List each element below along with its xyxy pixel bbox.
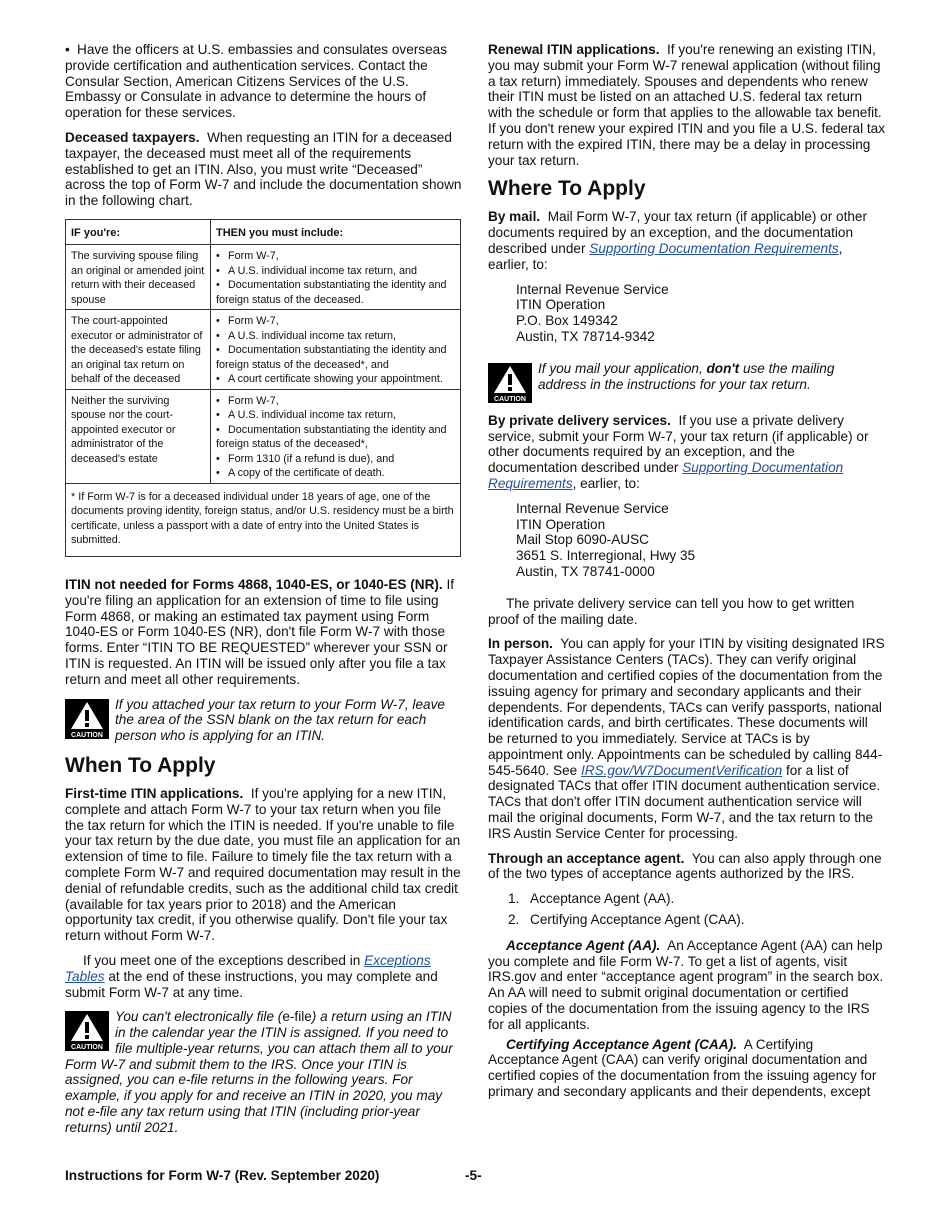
bullet-embassy: • Have the officers at U.S. embassies and consulates overseas provide certification and authentication services. Contact the Consular Section, American Citizens Services of the U.S. Embassy or Consulate in advance to determine the hours of operation for these services.	[65, 42, 463, 121]
mail-address: Internal Revenue Service ITIN Operation P.O. Box 149342 Austin, TX 78714-9342	[516, 281, 669, 344]
chart-footnote-row	[66, 483, 461, 556]
svg-text:CAUTION: CAUTION	[71, 1044, 103, 1052]
caa-paragraph: Certifying Acceptance Agent (CAA). A Certifying Acceptance Agent (CAA) can verify original documentation and certified copies of the documentation from the issuing agency for primary and secondary applicants and their dependents, except	[488, 1036, 877, 1100]
deceased-lead: Deceased taxpayers.	[65, 129, 200, 145]
itin-not-needed-paragraph: ITIN not needed for Forms 4868, 1040-ES, or 1040-ES (NR). If you're filing an application for an extension of time to file using Form 4868, or making an estimated tax payment using Form 1040-ES or Form 1040-ES (NR), don't file Form W-7 with those forms. Enter “ITIN TO BE REQUESTED” wherever your SSN or ITIN is requested. An ITIN will be issued only after you file a tax return and meet all other requirements.	[65, 576, 455, 687]
chart-footnote: * If Form W-7 is for a deceased individual under 18 years of age, one of the documents proving identity, foreign status, and/or U.S. residency must be a birth certificate, unless a passport with a date of entry into the United States is submitted.	[66, 483, 461, 556]
chart-then-cell: • Form W-7, • A U.S. individual income tax return, • Documentation substantiating the identity and foreign status of the deceased*, • Form 1310 (if a refund is due), and • A copy of the certificate of death.	[211, 389, 461, 483]
chart-if-cell: Neither the surviving spouse nor the court-appointed executor or administrator of the deceased's estate	[66, 389, 211, 483]
chart-if-cell: The court-appointed executor or administrator of the deceased's estate filing an original tax return on behalf of the deceased	[66, 310, 211, 390]
caution-text: If you mail your application, don't use the mailing address in the instructions for your tax return.	[538, 360, 835, 392]
page-number: -5-	[465, 1168, 482, 1183]
chart-row	[66, 245, 461, 310]
chart-then-cell: • Form W-7, • A U.S. individual income tax return, • Documentation substantiating the identity and foreign status of the deceased*, and • A court certificate showing your appointment.	[211, 310, 461, 390]
chart-row	[66, 310, 461, 390]
acceptance-agent-paragraph: Through an acceptance agent. You can also apply through one of the two types of acceptance agents authorized by the IRS.	[488, 850, 882, 882]
private-delivery-paragraph: By private delivery services. If you use a private delivery service, submit your Form W-7, your tax return (if applicable) or other documents required by an exception, and the documentation described under Supporting Documentation Requirements, earlier, to:	[488, 412, 869, 491]
caution-icon	[488, 363, 532, 403]
when-to-apply-heading: When To Apply	[65, 753, 216, 777]
list-item: 1. Acceptance Agent (AA).	[508, 891, 675, 907]
caution-text: If you attached your tax return to your Form W-7, leave the area of the SSN blank on the tax return for each person who is applying for an ITIN.	[115, 696, 445, 744]
chart-if-cell: The surviving spouse filing an original or amended joint return with their deceased spouse	[66, 245, 211, 310]
exceptions-tables-link[interactable]: Exceptions Tables	[65, 952, 431, 984]
bullet-icon	[65, 42, 77, 57]
caution-icon	[65, 1011, 109, 1051]
private-proof-paragraph: The private delivery service can tell you how to get written proof of the mailing date.	[488, 595, 855, 627]
irs-document-verification-link[interactable]: IRS.gov/W7DocumentVerification	[580, 762, 783, 778]
right-column	[488, 42, 886, 1109]
svg-text:CAUTION: CAUTION	[494, 395, 526, 403]
caution-note	[65, 697, 463, 744]
footer-title: Instructions for Form W-7 (Rev. September 2020)	[65, 1168, 380, 1183]
list-item: 2. Certifying Acceptance Agent (CAA).	[508, 912, 745, 928]
agent-list	[488, 891, 886, 928]
renewal-paragraph: Renewal ITIN applications. If you're renewing an existing ITIN, you may submit your Form W-7 renewal application (without filing a tax return) immediately. Spouses and dependents who renew their ITIN must be listed on an attached U.S. federal tax return with the schedule or form that applies to the allowable tax benefit. If you don't renew your expired ITIN and you file a U.S. federal tax return with the expired ITIN, there may be a delay in processing your tax return.	[488, 42, 886, 168]
page-footer	[65, 1168, 885, 1183]
first-time-paragraph: First-time ITIN applications. If you're applying for a new ITIN, complete and attach Form W-7 to your tax return when you file the tax return for which the ITIN is needed. If you're unable to file your tax return by the due date, you must file an application for an extension of time to file. Failure to timely file the tax return with a complete Form W-7 and required documentation may result in the denial of refundable credits, such as the additional child tax credit (available for tax years prior to 2018) and the American opportunity tax credit, if you otherwise qualify. Don't file your tax return without Form W-7.	[65, 785, 461, 944]
exceptions-paragraph: If you meet one of the exceptions described in Exceptions Tables at the end of these instructions, you may complete and submit Form W-7 at any time.	[65, 952, 438, 1000]
caution-icon	[65, 699, 109, 739]
caution-text: You can't electronically file (e-file) a return using an ITIN in the calendar year the ITIN is assigned. If you need to file multiple-year returns, you can attach them all to your Form W-7 and submit them to the IRS. Once your ITIN is assigned, you can e-file returns in the following years. For example, if you apply for and receive an ITIN in 2020, you may not e-file any tax return using that ITIN (including prior-year returns) until 2021.	[65, 1009, 453, 1135]
aa-paragraph: Acceptance Agent (AA). An Acceptance Agent (AA) can help you complete and file Form W-7. To get a list of agents, visit IRS.gov and enter “acceptance agent program” in the search box. An AA will need to submit original documentation or certified copies of the documentation from the issuing agency to the IRS for all applicants.	[488, 937, 884, 1032]
left-column	[65, 42, 463, 1146]
svg-text:CAUTION: CAUTION	[71, 731, 103, 739]
where-to-apply-heading: Where To Apply	[488, 177, 646, 201]
supporting-documentation-link[interactable]: Supporting Documentation Requirements	[589, 240, 839, 256]
caution-note	[65, 1009, 463, 1135]
chart-header-if: IF you're:	[66, 219, 211, 245]
by-mail-paragraph: By mail. Mail Form W-7, your tax return (if applicable) or other documents required by an exception, and the documentation described under Supporting Documentation Requirements, earlier, to:	[488, 209, 868, 272]
supporting-documentation-link[interactable]: Supporting Documentation Requirements	[488, 460, 844, 491]
deceased-paragraph: Deceased taxpayers. When requesting an ITIN for a deceased taxpayer, the deceased must meet all of the requirements established to get an ITIN. Also, you must write “Deceased” across the top of Form W-7 and include the documentation shown in the following chart.	[65, 129, 462, 209]
private-address: Internal Revenue Service ITIN Operation Mail Stop 6090-AUSC 3651 S. Interregional, Hwy 35 Austin, TX 78741-0000	[516, 500, 696, 579]
chart-header-row	[66, 219, 461, 245]
in-person-paragraph: In person. You can apply for your ITIN by visiting designated IRS Taxpayer Assistance Centers (TACs). They can verify original documentation and certified copies of the documentation from the issuing agency for primary and secondary applicants and their dependents. For dependents, TACs can verify passports, national identification cards, and birth certificates. These documents will be returned to you immediately. Service at TACs is by appointment only. Appointments can be scheduled by calling 844-545-5640. See IRS.gov/W7DocumentVerification for a list of designated TACs that offer ITIN document authentication service. TACs that don't offer ITIN document authentication service will mail the original documents, Form W-7, and the tax return to the IRS Austin Service Center for processing.	[488, 636, 885, 841]
chart-header-then: THEN you must include:	[211, 219, 461, 245]
caution-note	[488, 361, 886, 403]
deceased-chart	[65, 219, 461, 557]
chart-then-cell: • Form W-7, • A U.S. individual income tax return, and • Documentation substantiating the identity and foreign status of the deceased.	[211, 245, 461, 310]
chart-row	[66, 389, 461, 483]
